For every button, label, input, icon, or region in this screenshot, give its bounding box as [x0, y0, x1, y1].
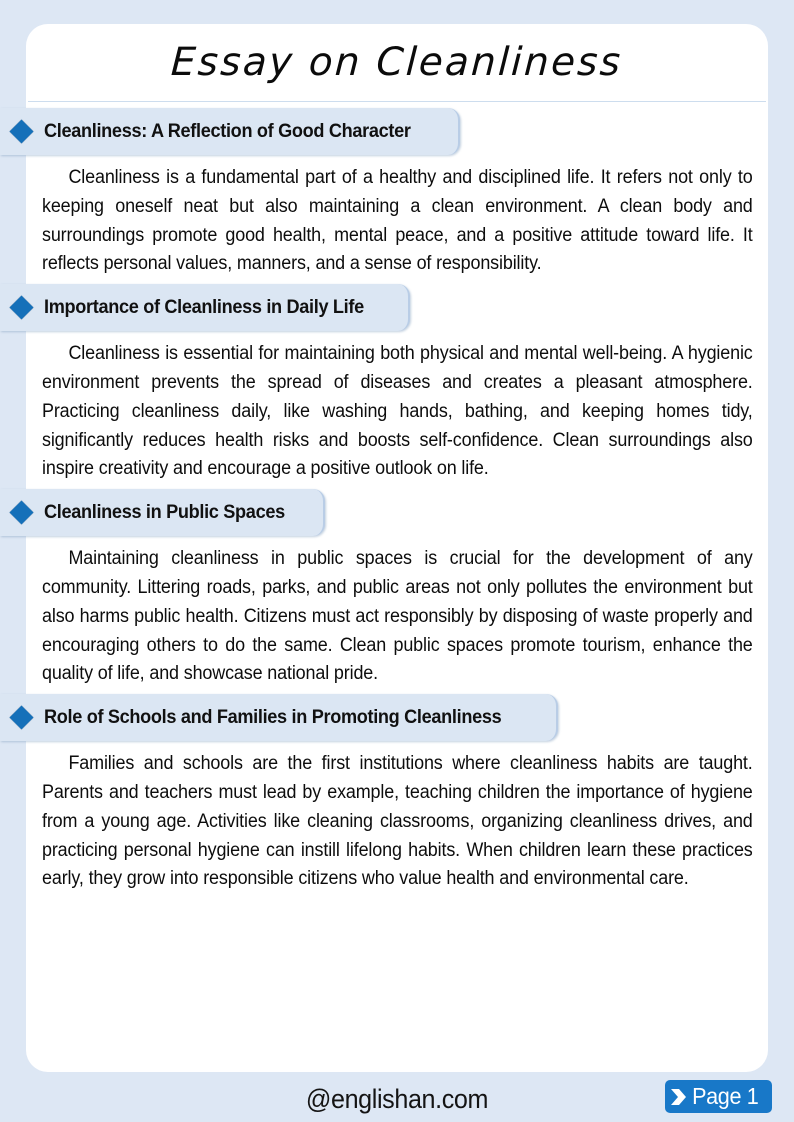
- essay-content: [26, 103, 768, 894]
- section-heading-label: Cleanliness in Public Spaces: [44, 501, 285, 524]
- section-heading-4: [26, 694, 768, 741]
- page-title: Essay on Cleanliness: [170, 39, 624, 85]
- page-number-badge: [665, 1080, 773, 1113]
- title-divider: [28, 101, 766, 102]
- heading-pill-4: [0, 694, 558, 741]
- site-credit: @englishan.com: [305, 1083, 489, 1114]
- section-paragraph-3: Maintaining cleanliness in public spaces is crucial for the development of any community. Littering roads, parks, and public areas not only pollutes the environment but also harms public health. Citizens must act responsibly by disposing of waste properly and encouraging others to do the same. Clean public spaces promote tourism, enhance the quality of life, and showcase national pride.: [42, 548, 753, 685]
- section-paragraph-1: Cleanliness is a fundamental part of a healthy and disciplined life. It refers not only to keeping oneself neat but also maintaining a clean environment. A clean body and surroundings promote good health, mental peace, and a positive attitude toward life. It reflects personal values, manners, and a sense of responsibility.: [42, 167, 753, 275]
- section-heading-label: Role of Schools and Families in Promoting Cleanliness: [44, 706, 502, 729]
- section-paragraph-4: Families and schools are the first institutions where cleanliness habits are taught. Parents and teachers must lead by example, teaching children the importance of hygiene from a young age. Activities like cleaning classrooms, organizing cleanliness drives, and practicing personal hygiene can instill lifelong habits. When children learn these practices early, they grow into responsible citizens who value health and environmental care.: [42, 753, 753, 890]
- title-area: [26, 24, 768, 100]
- heading-pill-2: [0, 284, 410, 331]
- essay-card: [26, 24, 768, 1072]
- heading-pill-1: [0, 108, 460, 155]
- section-heading-label: Cleanliness: A Reflection of Good Character: [44, 120, 411, 142]
- diamond-icon: [9, 501, 33, 525]
- section-paragraph-2: Cleanliness is essential for maintaining both physical and mental well-being. A hygienic environment prevents the spread of diseases and creates a pleasant atmosphere. Practicing cleanliness daily, like washing hands, bathing, and keeping homes tidy, significantly reduces health risks and boosts self-confidence. Clean surroundings also inspire creativity and encourage a positive outlook on life.: [42, 343, 753, 480]
- heading-pill-3: [0, 489, 325, 536]
- section-heading-1: [26, 108, 768, 155]
- diamond-icon: [9, 706, 33, 730]
- section-heading-3: [26, 489, 768, 536]
- diamond-icon: [9, 119, 33, 143]
- page-number-label: Page 1: [691, 1083, 758, 1109]
- section-heading-label: Importance of Cleanliness in Daily Life: [44, 296, 364, 319]
- section-heading-2: [26, 284, 768, 331]
- diamond-icon: [9, 296, 33, 320]
- arrow-right-icon: [671, 1087, 687, 1107]
